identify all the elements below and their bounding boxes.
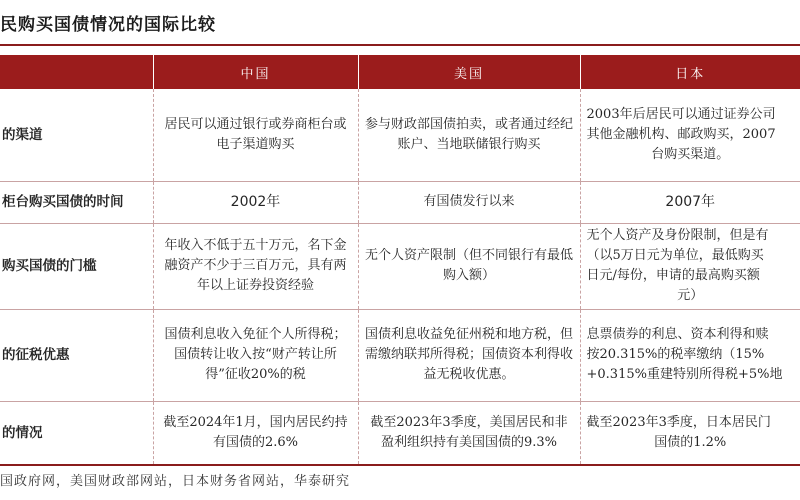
cell-line: 无个人资产及身份限制，但是有	[586, 228, 769, 243]
cell-line: 其他金融机构、邮政购买，2007	[586, 126, 776, 142]
cell-usa: 截至2023年3季度，美国居民和非盈利组织持有美国国债的9.3%	[358, 401, 580, 465]
header-cell-usa: 美国	[358, 55, 580, 89]
title-divider	[0, 44, 800, 46]
cell-china: 2002年	[153, 181, 358, 223]
cell-japan	[580, 309, 800, 401]
cell-japan	[580, 223, 800, 309]
cell-china: 年收入不低于五十万元，名下金融资产不少于三百万元，具有两年以上证券投资经验	[153, 223, 358, 309]
header-cell-china: 中国	[153, 55, 358, 89]
cell-line: 息票债券的利息、资本利得和赎	[586, 327, 769, 342]
cell-usa: 参与财政部国债拍卖，或者通过经纪账户、当地联储银行购买	[358, 89, 580, 181]
cell-line: （以5万日元为单位，最低购买	[586, 248, 764, 263]
row-label: 柜台购买国债的时间	[0, 181, 153, 223]
row-label: 的渠道	[0, 89, 153, 181]
cell-line: 按20.315%的税率缴纳（15%	[586, 347, 765, 362]
table-row	[0, 309, 800, 401]
cell-china: 国债利息收入免征个人所得税；国债转让收入按“财产转让所得”征收20%的税	[153, 309, 358, 401]
row-label: 的情况	[0, 401, 153, 465]
cell-china: 居民可以通过银行或券商柜台或电子渠道购买	[153, 89, 358, 181]
source-note: 国政府网，美国财政部网站，日本财务省网站，华泰研究	[0, 474, 351, 489]
cell-line: 2003年后居民可以通过证券公司	[586, 106, 776, 122]
header-cell-japan: 日本	[580, 55, 800, 89]
row-label: 购买国债的门槛	[0, 223, 153, 309]
cell-line: 台购买渠道。	[651, 146, 730, 162]
table-row	[0, 181, 800, 223]
cell-line: 国债的1.2%	[654, 434, 727, 450]
cell-china: 截至2024年1月，国内居民约持有国债的2.6%	[153, 401, 358, 465]
page-title: 民购买国债情况的国际比较	[0, 15, 216, 35]
cell-usa: 无个人资产限制（但不同银行有最低购入额）	[358, 223, 580, 309]
cell-line: 截至2023年3季度，日本居民门	[586, 414, 771, 430]
comparison-table	[0, 55, 800, 466]
cell-japan	[580, 89, 800, 181]
cell-usa: 有国债发行以来	[358, 181, 580, 223]
cell-line: 元）	[677, 288, 704, 303]
cell-line: 日元/每份，申请的最高购买额	[586, 268, 760, 283]
header-cell-blank	[0, 55, 153, 89]
cell-line: 2007年	[665, 194, 716, 210]
table-header-row	[0, 55, 800, 89]
cell-japan	[580, 181, 800, 223]
cell-usa: 国债利息收益免征州税和地方税，但需缴纳联邦所得税；国债资本利得收益无税收优惠。	[358, 309, 580, 401]
row-label: 的征税优惠	[0, 309, 153, 401]
cell-line: +0.315%重建特别所得税+5%地	[586, 367, 783, 382]
cell-japan	[580, 401, 800, 465]
table-row	[0, 223, 800, 309]
table-row	[0, 89, 800, 181]
table-row	[0, 401, 800, 465]
